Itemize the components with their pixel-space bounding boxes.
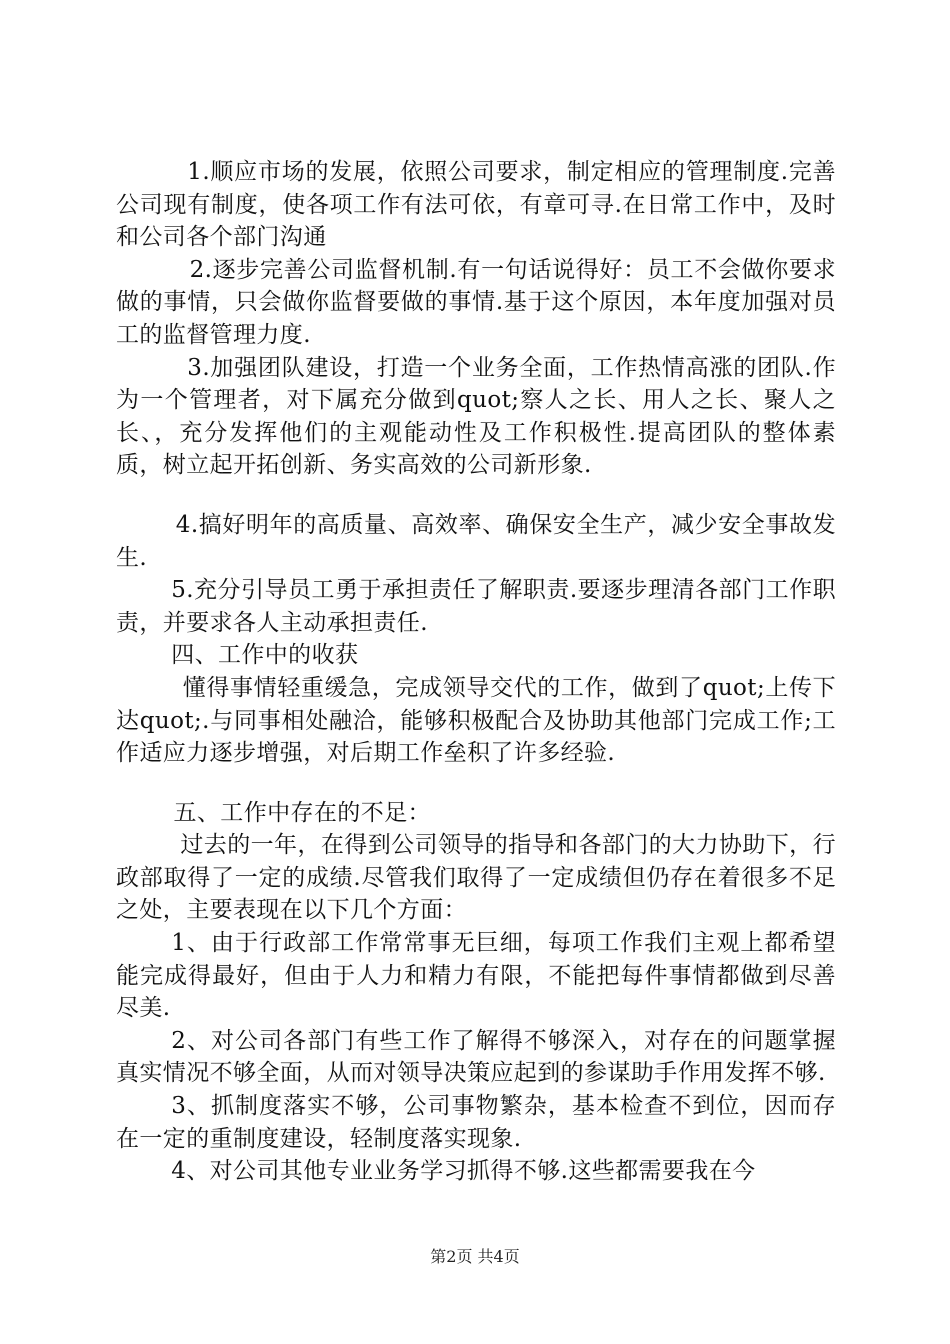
paragraph: 懂得事情轻重缓急，完成领导交代的工作，做到了quot;上传下达quot;.与同事相处融洽，能够积极配合及协助其他部门完成工作;工作适应力逐步增强，对后期工作垒积了许多经验. xyxy=(116,674,836,767)
paragraph: 1.顺应市场的发展，依照公司要求，制定相应的管理制度.完善公司现有制度，使各项工作有法可依，有章可寻.在日常工作中，及时和公司各个部门沟通 xyxy=(116,159,836,251)
paragraph: 4.搞好明年的高质量、高效率、确保安全生产，减少安全事故发生. xyxy=(116,511,836,571)
paragraph: 3.加强团队建设，打造一个业务全面，工作热情高涨的团队.作为一个管理者，对下属充分做到quot;察人之长、用人之长、聚人之长、，充分发挥他们的主观能动性及工作积极性.提高团队的整体素质，树立起开拓创新、务实高效的公司新形象. xyxy=(116,354,836,479)
paragraph: 4、对公司其他专业业务学习抓得不够.这些都需要我在今 xyxy=(171,1158,756,1185)
paragraph: 3、抓制度落实不够，公司事物繁杂，基本检查不到位，因而存在一定的重制度建设，轻制度落实现象. xyxy=(116,1093,836,1152)
paragraph: 2、对公司各部门有些工作了解得不够深入，对存在的问题掌握真实情况不够全面，从而对领导决策应起到的参谋助手作用发挥不够. xyxy=(116,1027,836,1087)
paragraph-gap xyxy=(116,482,836,509)
paragraph: 1、由于行政部工作常常事无巨细，每项工作我们主观上都希望能完成得最好，但由于人力和精力有限，不能把每件事情都做到尽善尽美. xyxy=(116,930,836,1022)
paragraph: 过去的一年，在得到公司领导的指导和各部门的大力协助下，行政部取得了一定的成绩.尽管我们取得了一定成绩但仍存在着很多不足之处，主要表现在以下几个方面： xyxy=(116,832,836,924)
paragraph: 5.充分引导员工勇于承担责任了解职责.要逐步理清各部门工作职责，并要求各人主动承担责任. xyxy=(116,577,836,636)
paragraph: 四、工作中的收获 xyxy=(171,642,359,669)
document-body xyxy=(116,156,836,1188)
paragraph: 五、工作中存在的不足： xyxy=(173,799,431,826)
paragraph-gap xyxy=(116,770,836,797)
page-footer: 第2页 共4页 xyxy=(430,1247,520,1266)
paragraph: 2.逐步完善公司监督机制.有一句话说得好：员工不会做你要求做的事情，只会做你监督要做的事情.基于这个原因，本年度加强对员工的监督管理力度. xyxy=(116,256,836,348)
